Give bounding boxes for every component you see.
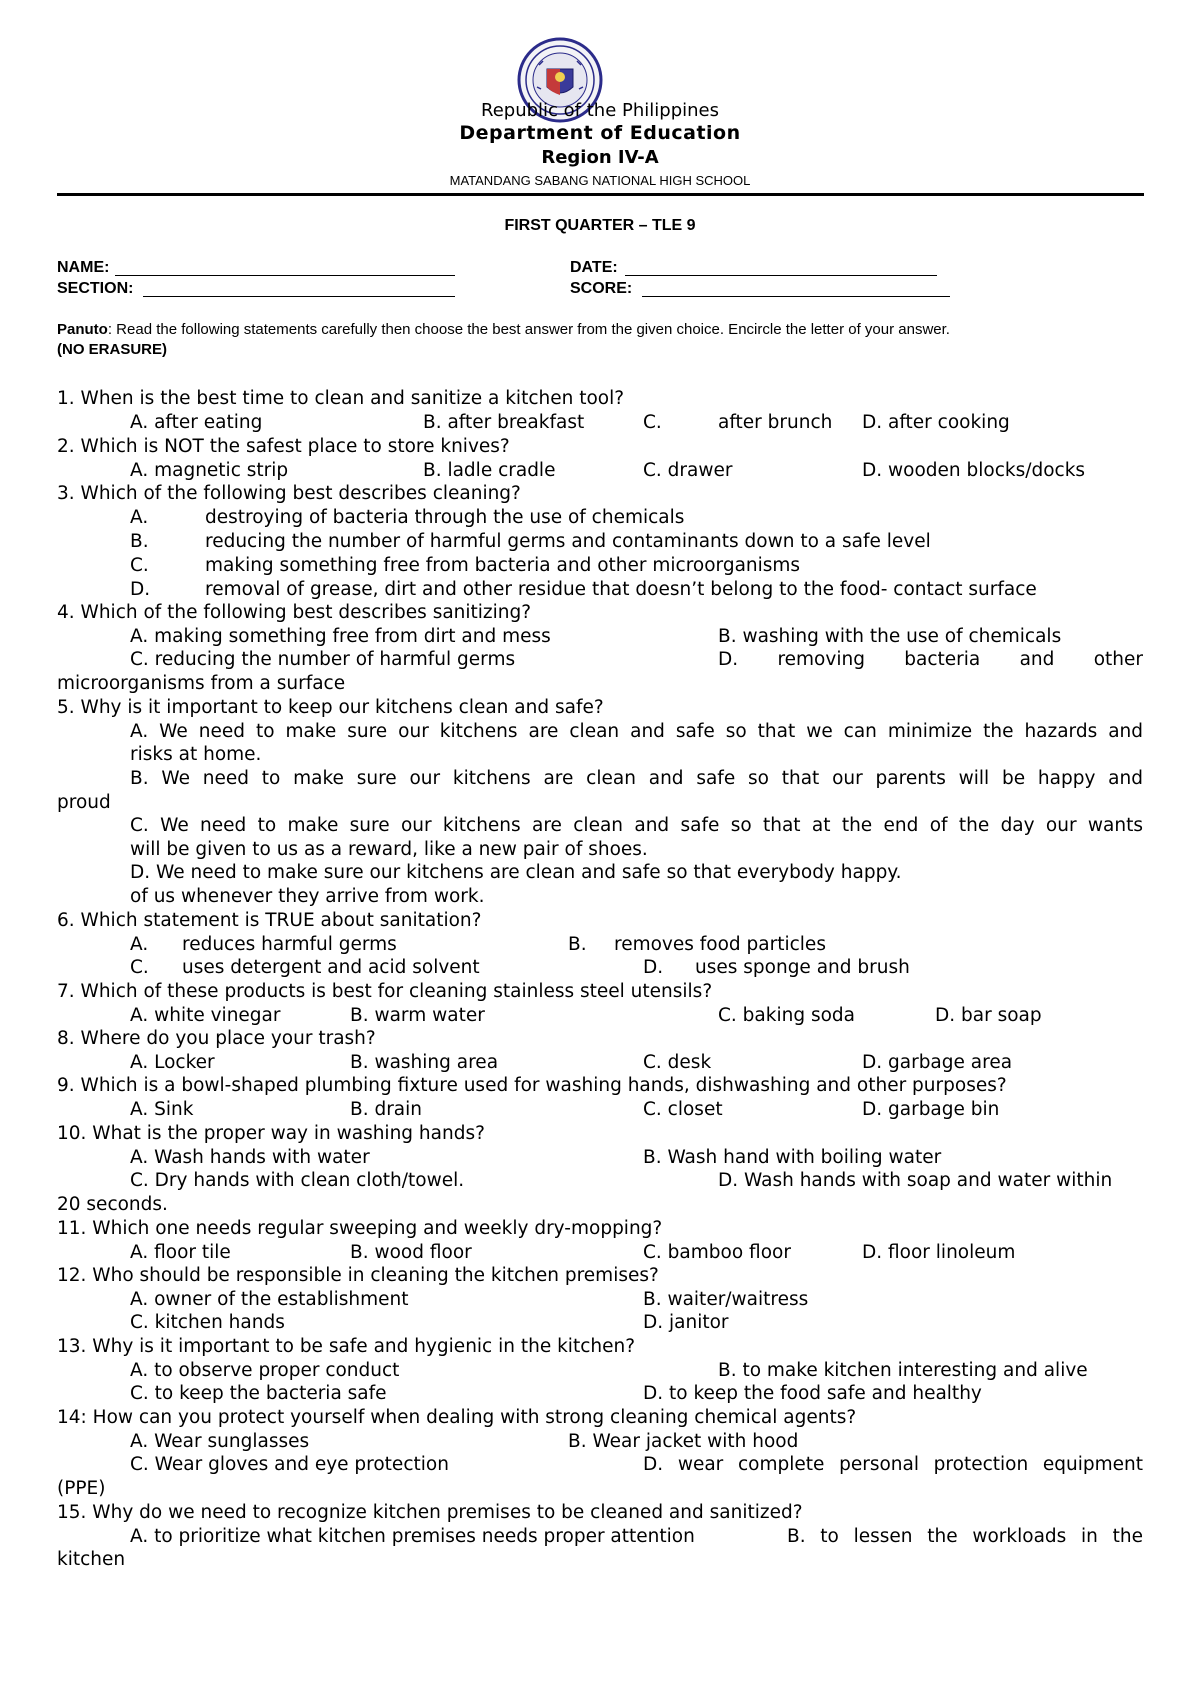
question-15: 15. Why do we need to recognize kitchen premises to be cleaned and sanitized?: [57, 1502, 803, 1523]
q14-option-c[interactable]: C. Wear gloves and eye protection: [130, 1454, 449, 1475]
q5-option-d-continued: of us whenever they arrive from work.: [130, 886, 485, 907]
q2-option-b[interactable]: B. ladle cradle: [423, 460, 556, 481]
q10-option-a[interactable]: A. Wash hands with water: [130, 1147, 370, 1168]
q1-option-b[interactable]: B. after breakfast: [423, 412, 585, 433]
q15-option-b[interactable]: B. to lessen the workloads in the: [787, 1526, 1143, 1547]
q12-option-c[interactable]: C. kitchen hands: [130, 1312, 285, 1333]
directions-label: Panuto: [57, 321, 108, 338]
q10-option-c[interactable]: C. Dry hands with clean cloth/towel.: [130, 1170, 465, 1191]
question-3: 3. Which of the following best describes cleaning?: [57, 483, 521, 504]
section-label: SECTION:: [57, 280, 134, 297]
q10-option-d[interactable]: D. Wash hands with soap and water within: [718, 1170, 1113, 1191]
q5-option-a-continued: risks at home.: [130, 744, 262, 765]
q6-option-b[interactable]: removes food particles: [614, 934, 826, 955]
question-4: 4. Which of the following best describes sanitizing?: [57, 602, 532, 623]
q9-option-a[interactable]: A. Sink: [130, 1099, 194, 1120]
q6-option-d[interactable]: uses sponge and brush: [695, 957, 910, 978]
q12-option-a[interactable]: A. owner of the establishment: [130, 1289, 409, 1310]
q3-option-a-letter[interactable]: A.: [130, 507, 149, 528]
q5-option-c[interactable]: C. We need to make sure our kitchens are clean and safe so that at the end of the day our wants: [130, 815, 1143, 836]
q11-option-b[interactable]: B. wood floor: [350, 1242, 472, 1263]
q2-option-d[interactable]: D. wooden blocks/docks: [862, 460, 1086, 481]
question-14: 14: How can you protect yourself when dealing with strong cleaning chemical agents?: [57, 1407, 857, 1428]
q8-option-c[interactable]: C. desk: [643, 1052, 712, 1073]
q13-option-d[interactable]: D. to keep the food safe and healthy: [643, 1383, 982, 1404]
q6-option-c-letter[interactable]: C.: [130, 957, 149, 978]
date-label: DATE:: [570, 259, 618, 276]
q12-option-b[interactable]: B. waiter/waitress: [643, 1289, 809, 1310]
date-field[interactable]: [570, 258, 970, 278]
section-field[interactable]: [57, 279, 457, 299]
q11-option-a[interactable]: A. floor tile: [130, 1242, 231, 1263]
q4-option-b[interactable]: B. washing with the use of chemicals: [718, 626, 1062, 647]
q2-option-c[interactable]: C. drawer: [643, 460, 733, 481]
question-13: 13. Why is it important to be safe and hygienic in the kitchen?: [57, 1336, 636, 1357]
q7-option-b[interactable]: B. warm water: [350, 1005, 485, 1026]
header-divider: [57, 193, 1144, 196]
q8-option-b[interactable]: B. washing area: [350, 1052, 499, 1073]
question-7: 7. Which of these products is best for cleaning stainless steel utensils?: [57, 981, 713, 1002]
q7-option-c[interactable]: C. baking soda: [718, 1005, 855, 1026]
score-label: SCORE:: [570, 280, 633, 297]
q4-option-d[interactable]: D. removing bacteria and other: [718, 649, 1143, 670]
q5-option-d[interactable]: D. We need to make sure our kitchens are clean and safe so that everybody happy.: [130, 862, 902, 883]
question-9: 9. Which is a bowl-shaped plumbing fixture used for washing hands, dishwashing and other purposes?: [57, 1075, 1007, 1096]
q11-option-c[interactable]: C. bamboo floor: [643, 1242, 791, 1263]
directions-text: : Read the following statements carefully then choose the best answer from the given choice. Encircle the letter of your answer.: [107, 321, 950, 338]
q1-option-a[interactable]: A. after eating: [130, 412, 263, 433]
q9-option-d[interactable]: D. garbage bin: [862, 1099, 1000, 1120]
q9-option-c[interactable]: C. closet: [643, 1099, 723, 1120]
q3-option-c[interactable]: making something free from bacteria and other microorganisms: [205, 555, 801, 576]
question-11: 11. Which one needs regular sweeping and weekly dry-mopping?: [57, 1218, 663, 1239]
date-answer-line: [625, 275, 937, 276]
directions: [57, 320, 1147, 360]
score-answer-line: [642, 296, 950, 297]
q13-option-c[interactable]: C. to keep the bacteria safe: [130, 1383, 387, 1404]
q15-option-a[interactable]: A. to prioritize what kitchen premises needs proper attention: [130, 1526, 695, 1547]
q4-option-c[interactable]: C. reducing the number of harmful germs: [130, 649, 516, 670]
q8-option-a[interactable]: A. Locker: [130, 1052, 215, 1073]
q15-option-b-continued: kitchen: [57, 1549, 126, 1570]
question-10: 10. What is the proper way in washing hands?: [57, 1123, 485, 1144]
q1-option-c[interactable]: C.: [643, 412, 662, 433]
q6-option-a[interactable]: reduces harmful germs: [182, 934, 397, 955]
q5-option-b[interactable]: B. We need to make sure our kitchens are clean and safe so that our parents will be happy and: [130, 768, 1143, 789]
q6-option-d-letter[interactable]: D.: [643, 957, 664, 978]
question-6: 6. Which statement is TRUE about sanitation?: [57, 910, 482, 931]
question-2: 2. Which is NOT the safest place to store knives?: [57, 436, 510, 457]
q13-option-b[interactable]: B. to make kitchen interesting and alive: [718, 1360, 1088, 1381]
directions-note: (NO ERASURE): [57, 341, 168, 358]
q4-option-a[interactable]: A. making something free from dirt and mess: [130, 626, 551, 647]
question-8: 8. Where do you place your trash?: [57, 1028, 376, 1049]
q10-option-d-continued: 20 seconds.: [57, 1194, 168, 1215]
header-school: MATANDANG SABANG NATIONAL HIGH SCHOOL: [449, 173, 751, 188]
q3-option-d[interactable]: removal of grease, dirt and other residue that doesn’t belong to the food- contact surface: [205, 579, 1037, 600]
q6-option-b-letter[interactable]: B.: [568, 934, 587, 955]
q7-option-d[interactable]: D. bar soap: [935, 1005, 1042, 1026]
q14-option-a[interactable]: A. Wear sunglasses: [130, 1431, 310, 1452]
header-region: Region IV-A: [541, 147, 659, 168]
q2-option-a[interactable]: A. magnetic strip: [130, 460, 289, 481]
q5-option-c-continued: will be given to us as a reward, like a new pair of shoes.: [130, 839, 648, 860]
q1-option-c-text[interactable]: after brunch: [718, 412, 833, 433]
header-department: Department of Education: [459, 122, 741, 144]
q4-option-d-continued: microorganisms from a surface: [57, 673, 346, 694]
section-answer-line: [143, 296, 455, 297]
name-label: NAME:: [57, 259, 110, 276]
q3-option-a[interactable]: destroying of bacteria through the use of chemicals: [205, 507, 685, 528]
score-field[interactable]: [570, 279, 970, 299]
question-1: 1. When is the best time to clean and sanitize a kitchen tool?: [57, 388, 625, 409]
q14-option-d[interactable]: D. wear complete personal protection equipment: [643, 1454, 1143, 1475]
q7-option-a[interactable]: A. white vinegar: [130, 1005, 281, 1026]
q14-option-b[interactable]: B. Wear jacket with hood: [568, 1431, 799, 1452]
q6-option-a-letter[interactable]: A.: [130, 934, 149, 955]
q5-option-b-continued: proud: [57, 792, 111, 813]
q9-option-b[interactable]: B. drain: [350, 1099, 423, 1120]
exam-title: FIRST QUARTER – TLE 9: [504, 217, 696, 234]
question-5: 5. Why is it important to keep our kitchens clean and safe?: [57, 697, 604, 718]
q3-option-d-letter[interactable]: D.: [130, 579, 151, 600]
q11-option-d[interactable]: D. floor linoleum: [862, 1242, 1016, 1263]
q14-option-d-continued: (PPE): [57, 1478, 106, 1499]
q10-option-b[interactable]: B. Wash hand with boiling water: [643, 1147, 942, 1168]
q8-option-d[interactable]: D. garbage area: [862, 1052, 1013, 1073]
q3-option-b-letter[interactable]: B.: [130, 531, 149, 552]
q5-option-a[interactable]: A. We need to make sure our kitchens are clean and safe so that we can minimize the hazards and: [130, 721, 1143, 742]
name-field[interactable]: [57, 258, 457, 278]
header-republic: Republic of the Philippines: [481, 100, 719, 121]
q12-option-d[interactable]: D. janitor: [643, 1312, 729, 1333]
q6-option-c[interactable]: uses detergent and acid solvent: [182, 957, 480, 978]
q13-option-a[interactable]: A. to observe proper conduct: [130, 1360, 400, 1381]
q3-option-c-letter[interactable]: C.: [130, 555, 149, 576]
question-12: 12. Who should be responsible in cleaning the kitchen premises?: [57, 1265, 659, 1286]
name-answer-line: [115, 275, 455, 276]
q3-option-b[interactable]: reducing the number of harmful germs and contaminants down to a safe level: [205, 531, 931, 552]
q1-option-d[interactable]: D. after cooking: [862, 412, 1010, 433]
